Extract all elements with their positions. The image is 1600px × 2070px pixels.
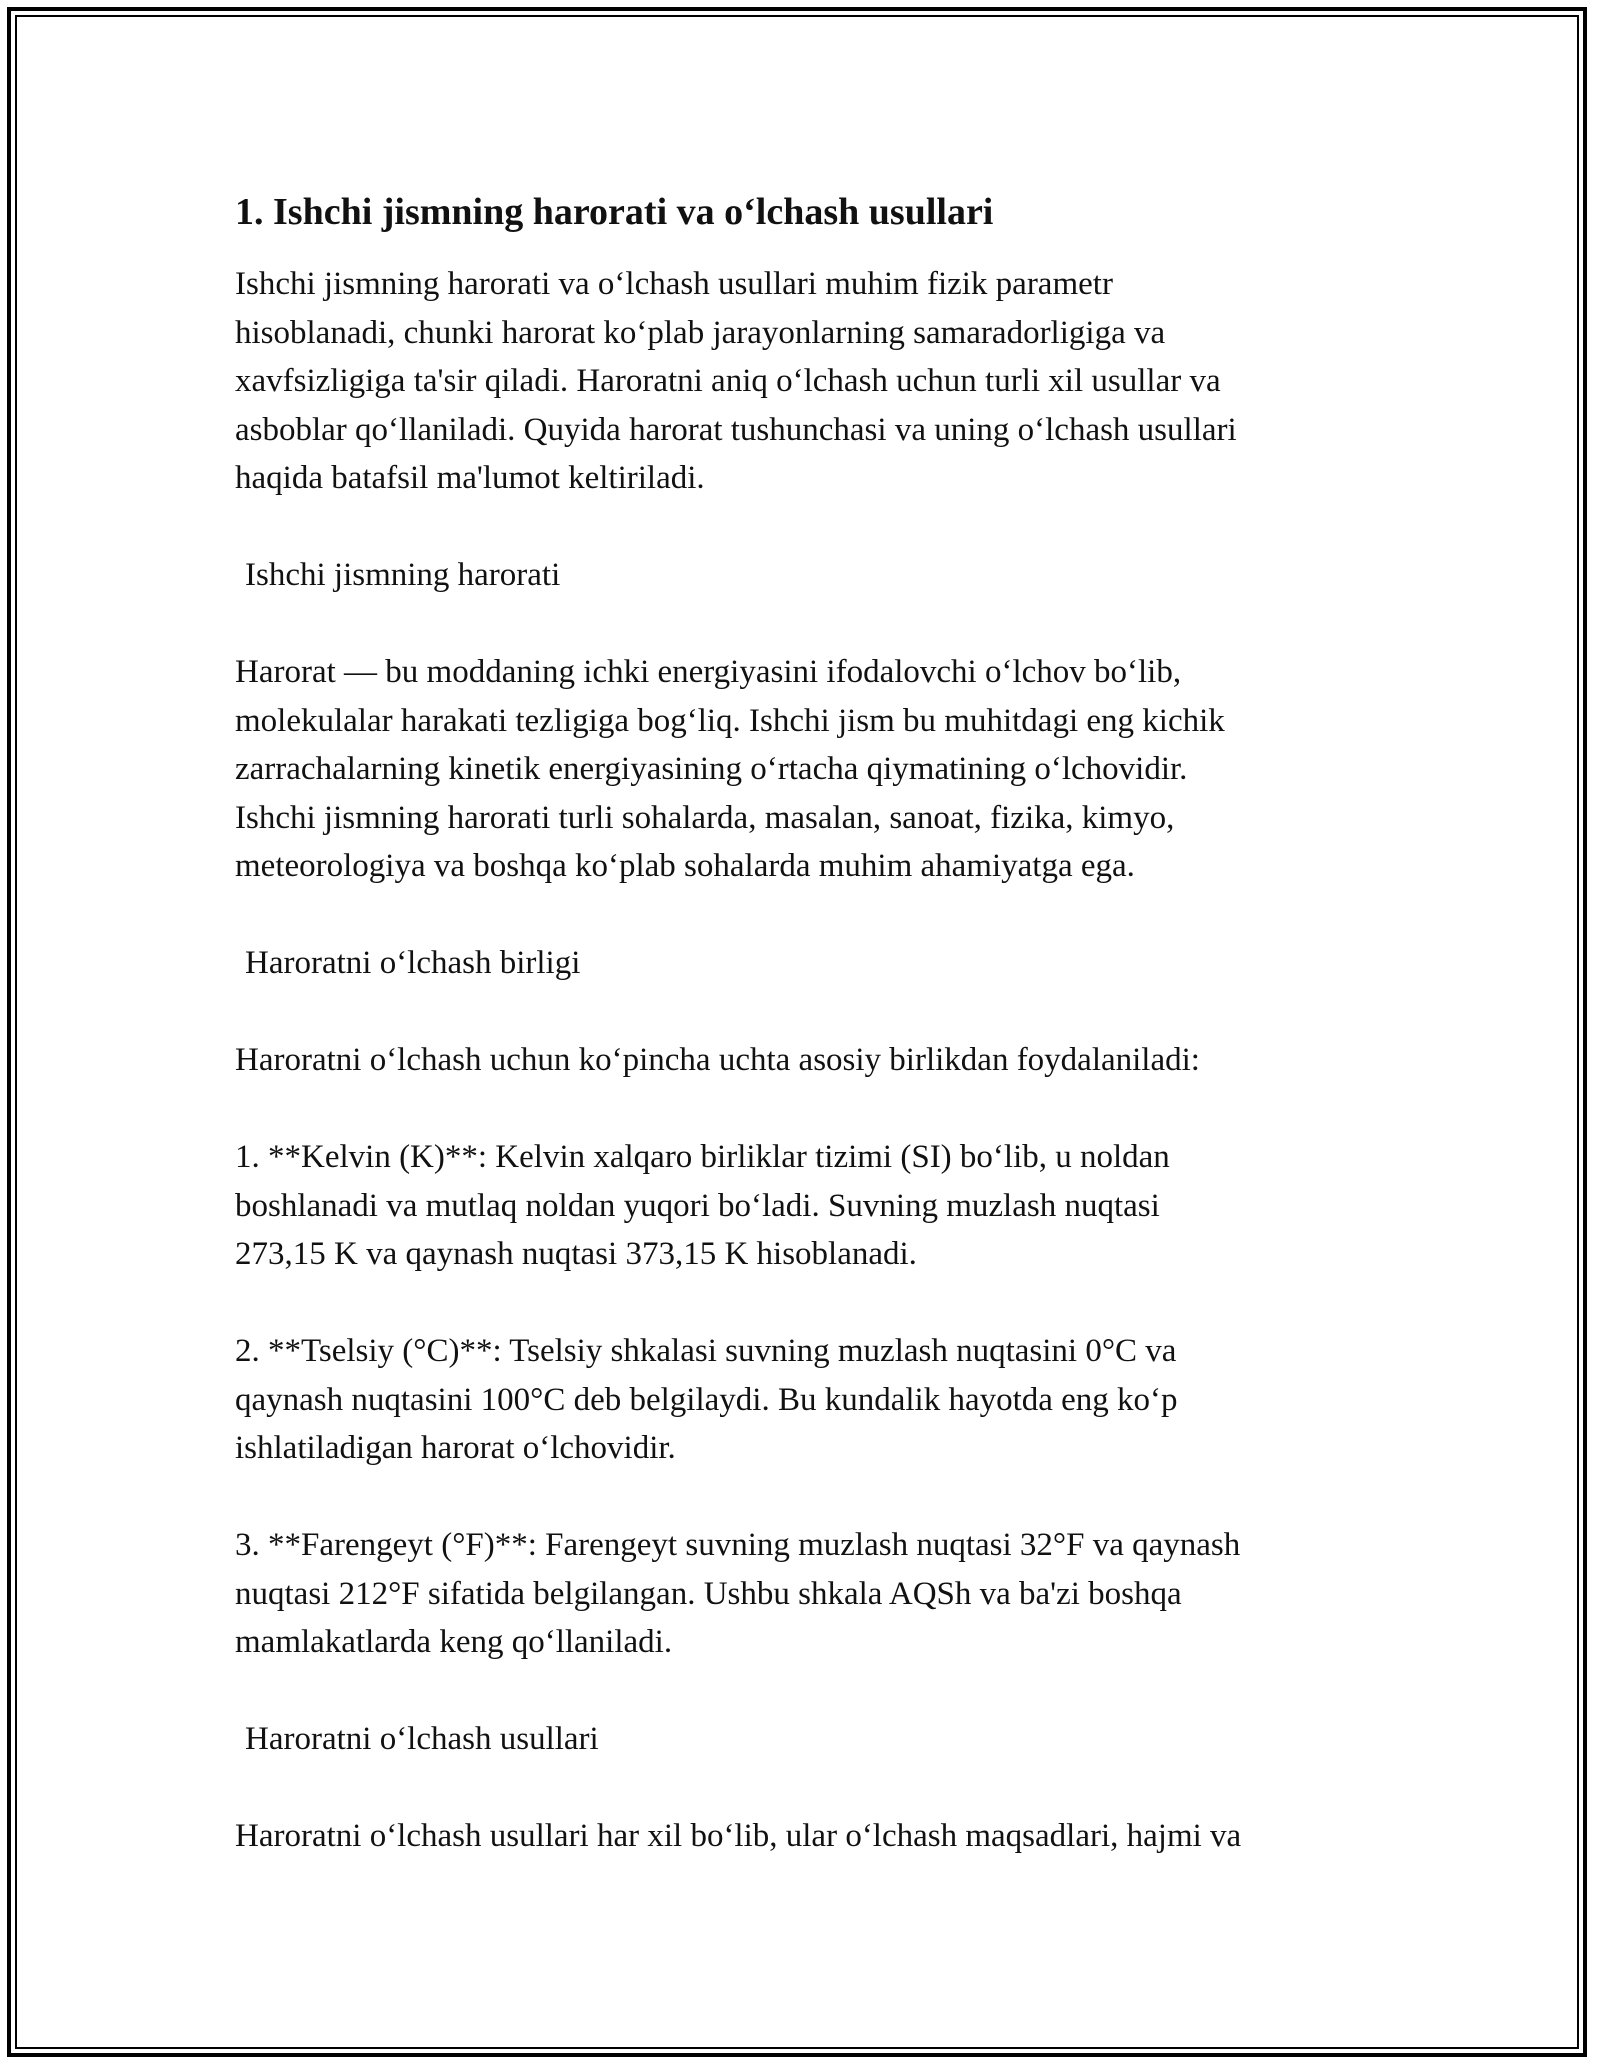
list-item-fahrenheit — [235, 1521, 1385, 1667]
text-line: haqida batafsil ma'lumot keltiriladi. — [235, 460, 705, 496]
text-line: mamlakatlarda keng qo‘llaniladi. — [235, 1624, 673, 1660]
text-line: nuqtasi 212°F sifatida belgilangan. Ushbu shkala AQSh va ba'zi boshqa — [235, 1575, 1182, 1612]
list-item-celsius — [235, 1327, 1385, 1473]
spacer — [235, 1764, 1385, 1813]
document-body — [235, 186, 1385, 1861]
spacer — [235, 891, 1385, 940]
text-line: Ishchi jismning harorati turli sohalarda, masalan, sanoat, fizika, kimyo, — [235, 799, 1175, 836]
text-line: zarrachalarning kinetik energiyasining o‘rtacha qiymatining o‘lchovidir. — [235, 751, 1188, 787]
spacer — [235, 1667, 1385, 1716]
spacer — [235, 503, 1385, 552]
section-heading-units: Haroratni o‘lchash birligi — [245, 945, 581, 981]
text-line: hisoblanadi, chunki harorat ko‘plab jarayonlarning samaradorligiga va — [235, 314, 1166, 351]
intro-paragraph — [235, 260, 1385, 503]
text-line: boshlanadi va mutlaq noldan yuqori bo‘ladi. Suvning muzlash nuqtasi — [235, 1187, 1160, 1224]
spacer — [235, 1473, 1385, 1522]
spacer — [235, 600, 1385, 649]
methods-paragraph: Haroratni o‘lchash usullari har xil bo‘lib, ular o‘lchash maqsadlari, hajmi va — [235, 1818, 1242, 1854]
text-line: meteorologiya va boshqa ko‘plab sohalarda muhim ahamiyatga ega. — [235, 848, 1135, 884]
text-line: asboblar qo‘llaniladi. Quyida harorat tushunchasi va uning o‘lchash usullari — [235, 411, 1237, 448]
text-line: qaynash nuqtasini 100°C deb belgilaydi. Bu kundalik hayotda eng ko‘p — [235, 1381, 1178, 1418]
spacer — [235, 1279, 1385, 1328]
units-intro: Haroratni o‘lchash uchun ko‘pincha uchta asosiy birlikdan foydalaniladi: — [235, 1042, 1200, 1078]
spacer — [235, 988, 1385, 1037]
text-line: 2. **Tselsiy (°C)**: Tselsiy shkalasi suvning muzlash nuqtasini 0°C va — [235, 1333, 1177, 1369]
spacer — [235, 1085, 1385, 1134]
text-line: Harorat — bu moddaning ichki energiyasini ifodalovchi o‘lchov bo‘lib, — [235, 654, 1182, 690]
text-line: 273,15 K va qaynash nuqtasi 373,15 K hisoblanadi. — [235, 1236, 917, 1272]
list-item-kelvin — [235, 1133, 1385, 1279]
document-title: 1. Ishchi jismning harorati va o‘lchash usullari — [235, 191, 994, 233]
text-line: xavfsizligiga ta'sir qiladi. Haroratni aniq o‘lchash uchun turli xil usullar va — [235, 363, 1221, 399]
text-line: molekulalar harakati tezligiga bog‘liq. Ishchi jism bu muhitdagi eng kichik — [235, 702, 1225, 739]
text-line: ishlatiladigan harorat o‘lchovidir. — [235, 1430, 676, 1466]
text-line: 1. **Kelvin (K)**: Kelvin xalqaro birliklar tizimi (SI) bo‘lib, u noldan — [235, 1139, 1170, 1175]
section-heading-methods: Haroratni o‘lchash usullari — [245, 1721, 599, 1757]
text-line: 3. **Farengeyt (°F)**: Farengeyt suvning muzlash nuqtasi 32°F va qaynash — [235, 1527, 1241, 1563]
temperature-paragraph — [235, 648, 1385, 891]
text-line: Ishchi jismning harorati va o‘lchash usullari muhim fizik parametr — [235, 266, 1113, 302]
section-heading-temperature: Ishchi jismning harorati — [245, 557, 561, 593]
